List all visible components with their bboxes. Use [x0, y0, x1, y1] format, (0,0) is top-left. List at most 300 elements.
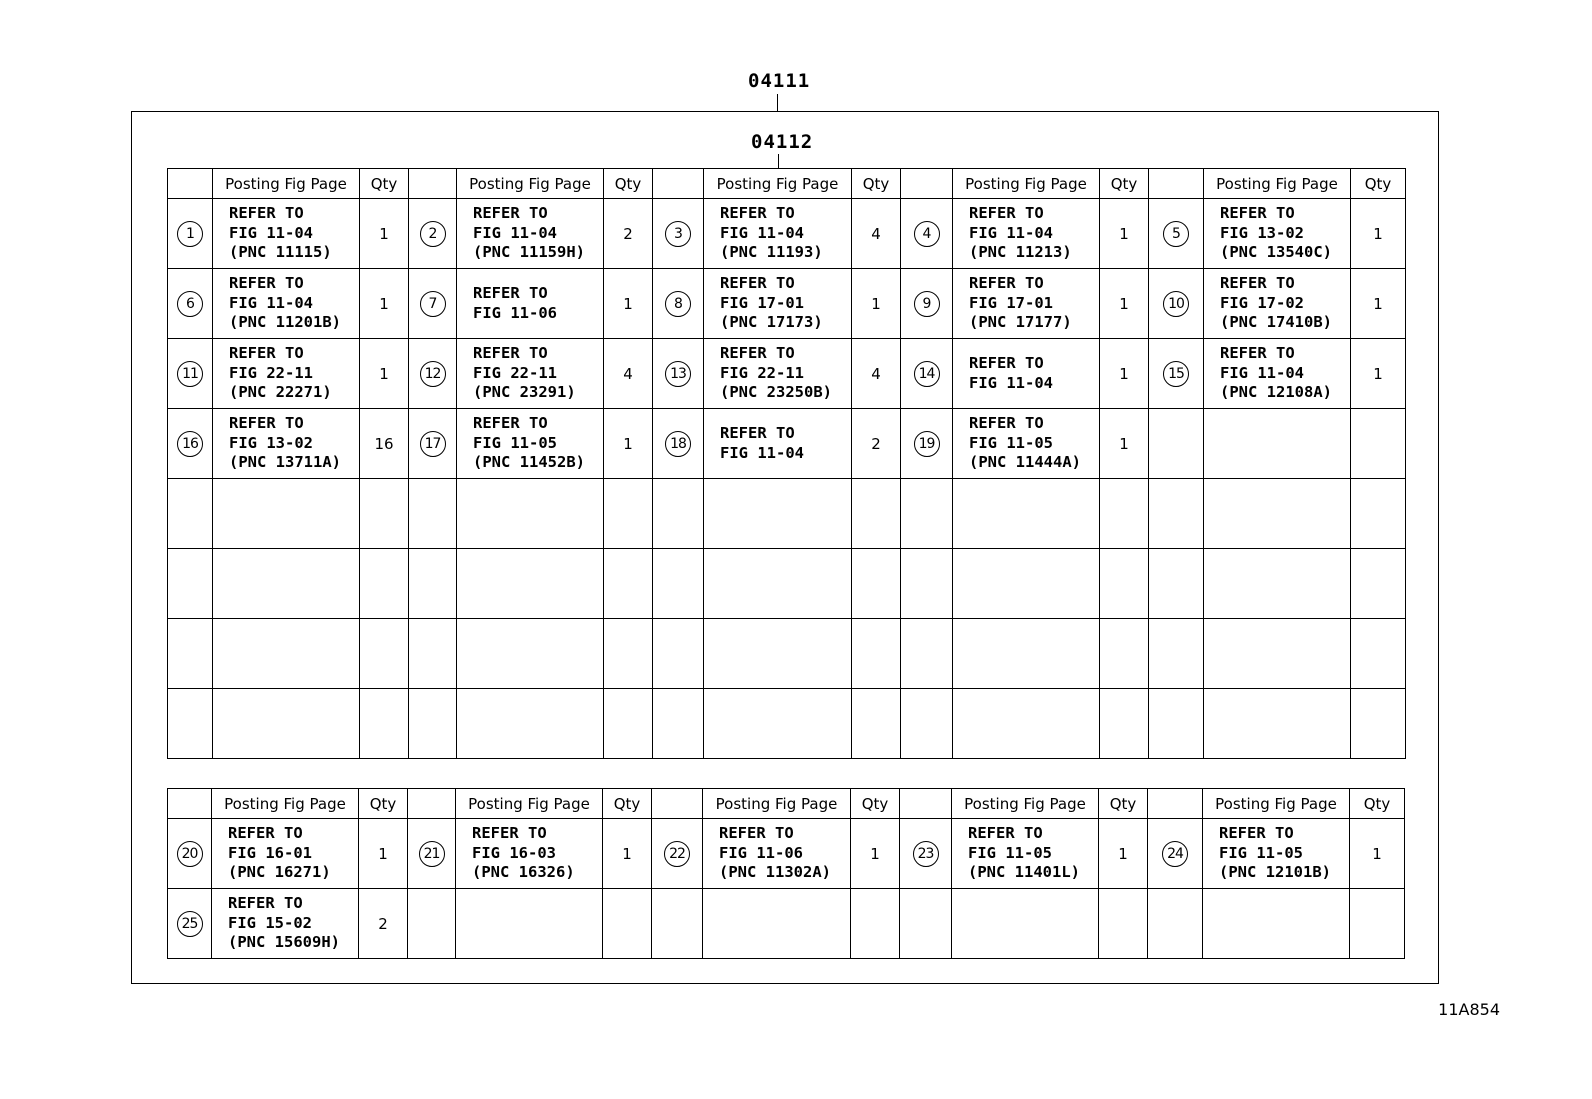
posting-line: (PNC 23250B) [720, 383, 832, 402]
header-qty: Qty [1099, 789, 1148, 819]
posting-cell [953, 339, 1100, 409]
posting-line: REFER TO [228, 894, 303, 913]
posting-line: REFER TO [1220, 274, 1295, 293]
posting-cell [704, 199, 852, 269]
posting-line: REFER TO [229, 204, 304, 223]
posting-cell [456, 819, 603, 889]
ref-number-circle: 12 [420, 361, 446, 387]
qty-cell: 16 [360, 409, 409, 479]
posting-reference [953, 414, 1099, 473]
qty-cell: 1 [359, 819, 408, 889]
posting-line: (PNC 11401L) [968, 863, 1080, 882]
posting-line: REFER TO [229, 414, 304, 433]
posting-line: REFER TO [473, 204, 548, 223]
ref-number-cell [168, 269, 213, 339]
leader-line-inner [778, 154, 779, 168]
posting-reference [457, 284, 603, 323]
posting-cell [1203, 819, 1350, 889]
header-qty: Qty [360, 169, 409, 199]
ref-number-circle: 11 [177, 361, 203, 387]
header-posting: Posting Fig Page [1203, 789, 1350, 819]
posting-line: FIG 15-02 [228, 913, 312, 932]
posting-line: (PNC 12101B) [1219, 863, 1331, 882]
table-row [168, 819, 1405, 889]
header-blank-cell [900, 789, 952, 819]
posting-cell [457, 199, 604, 269]
qty-cell [1351, 619, 1406, 689]
posting-line: (PNC 13711A) [229, 453, 341, 472]
posting-line: FIG 11-04 [969, 223, 1053, 242]
posting-line: FIG 16-01 [228, 843, 312, 862]
qty-cell: 2 [604, 199, 653, 269]
header-qty: Qty [852, 169, 901, 199]
ref-number-cell [168, 549, 213, 619]
qty-cell [604, 619, 653, 689]
qty-cell: 4 [604, 339, 653, 409]
qty-cell [1100, 479, 1149, 549]
posting-line: FIG 22-11 [473, 363, 557, 382]
posting-cell [213, 479, 360, 549]
posting-line: REFER TO [720, 424, 795, 442]
ref-number-cell [901, 479, 953, 549]
posting-cell [1204, 339, 1351, 409]
ref-number-cell [168, 689, 213, 759]
qty-cell [360, 619, 409, 689]
posting-line: (PNC 16326) [472, 863, 575, 882]
posting-reference [213, 274, 359, 333]
ref-number-cell [652, 889, 703, 959]
qty-cell: 1 [1350, 819, 1405, 889]
ref-number-circle: 22 [664, 841, 690, 867]
posting-line: FIG 13-02 [229, 433, 313, 452]
posting-cell [703, 889, 851, 959]
posting-reference [456, 824, 602, 883]
qty-cell [1100, 689, 1149, 759]
qty-cell: 1 [1100, 269, 1149, 339]
qty-cell [1351, 479, 1406, 549]
posting-line: FIG 22-11 [229, 363, 313, 382]
posting-line: (PNC 11159H) [473, 243, 585, 262]
ref-number-cell [1149, 549, 1204, 619]
posting-line: REFER TO [969, 204, 1044, 223]
qty-cell: 1 [360, 339, 409, 409]
ref-number-cell [168, 889, 212, 959]
posting-cell [704, 269, 852, 339]
ref-number-cell [1149, 619, 1204, 689]
posting-cell [457, 339, 604, 409]
posting-cell [457, 409, 604, 479]
posting-line: (PNC 17410B) [1220, 313, 1332, 332]
header-blank-cell [653, 169, 704, 199]
qty-cell [1099, 889, 1148, 959]
assembly-code-outer: 04111 [748, 70, 811, 92]
posting-line: FIG 11-05 [1219, 843, 1303, 862]
qty-cell: 1 [360, 199, 409, 269]
qty-cell [1351, 689, 1406, 759]
qty-cell [360, 549, 409, 619]
posting-reference [704, 204, 851, 263]
qty-cell: 1 [1100, 409, 1149, 479]
header-blank-cell [1148, 789, 1203, 819]
qty-cell [604, 689, 653, 759]
ref-number-circle: 13 [665, 361, 691, 387]
posting-line: REFER TO [473, 284, 548, 302]
ref-number-circle: 17 [420, 431, 446, 457]
ref-number-cell [409, 479, 457, 549]
posting-reference [213, 414, 359, 473]
posting-line: REFER TO [720, 204, 795, 223]
table-row [168, 269, 1406, 339]
qty-cell: 2 [852, 409, 901, 479]
posting-line: REFER TO [1219, 824, 1294, 843]
table-row [168, 409, 1406, 479]
table-row [168, 689, 1406, 759]
posting-cell [212, 819, 359, 889]
posting-line: (PNC 11444A) [969, 453, 1081, 472]
posting-line: FIG 11-04 [720, 223, 804, 242]
ref-number-cell [653, 549, 704, 619]
qty-cell [851, 889, 900, 959]
posting-cell [457, 689, 604, 759]
posting-cell [953, 549, 1100, 619]
header-blank-cell [168, 169, 213, 199]
posting-line: FIG 11-05 [473, 433, 557, 452]
ref-number-circle: 9 [914, 291, 940, 317]
qty-cell [1350, 889, 1405, 959]
posting-line: FIG 11-04 [1220, 363, 1304, 382]
ref-number-cell [409, 199, 457, 269]
ref-number-cell [168, 339, 213, 409]
posting-line: FIG 17-02 [1220, 293, 1304, 312]
posting-line: FIG 13-02 [1220, 223, 1304, 242]
ref-number-cell [168, 819, 212, 889]
posting-cell [213, 409, 360, 479]
ref-number-cell [409, 619, 457, 689]
qty-cell: 1 [852, 269, 901, 339]
header-qty: Qty [1350, 789, 1405, 819]
ref-number-cell [900, 889, 952, 959]
posting-line: (PNC 11193) [720, 243, 823, 262]
posting-cell [953, 269, 1100, 339]
header-posting: Posting Fig Page [952, 789, 1099, 819]
leader-line-outer [777, 94, 778, 112]
header-posting: Posting Fig Page [212, 789, 359, 819]
posting-line: REFER TO [229, 344, 304, 363]
ref-number-cell [653, 689, 704, 759]
qty-cell: 4 [852, 199, 901, 269]
posting-line: FIG 11-06 [719, 843, 803, 862]
posting-line: FIG 17-01 [720, 293, 804, 312]
posting-line: REFER TO [473, 344, 548, 363]
ref-number-cell [653, 269, 704, 339]
posting-line: (PNC 11302A) [719, 863, 831, 882]
posting-cell [213, 619, 360, 689]
posting-line: FIG 11-04 [229, 223, 313, 242]
qty-cell [852, 549, 901, 619]
posting-cell [704, 549, 852, 619]
ref-number-cell [901, 199, 953, 269]
ref-number-cell [408, 889, 456, 959]
posting-cell [457, 549, 604, 619]
qty-cell [852, 689, 901, 759]
table-row [168, 619, 1406, 689]
qty-cell [360, 689, 409, 759]
ref-number-cell [653, 339, 704, 409]
posting-line: REFER TO [473, 414, 548, 433]
ref-number-cell [653, 479, 704, 549]
ref-number-cell [901, 269, 953, 339]
ref-number-cell [653, 409, 704, 479]
posting-line: (PNC 11213) [969, 243, 1072, 262]
qty-cell: 1 [360, 269, 409, 339]
posting-cell [1204, 199, 1351, 269]
posting-line: REFER TO [720, 344, 795, 363]
ref-number-cell [652, 819, 703, 889]
ref-number-circle: 18 [665, 431, 691, 457]
posting-line: FIG 11-04 [720, 443, 804, 462]
posting-cell [704, 409, 852, 479]
posting-line: (PNC 12108A) [1220, 383, 1332, 402]
qty-cell [603, 889, 652, 959]
ref-number-cell [900, 819, 952, 889]
ref-number-circle: 2 [420, 221, 446, 247]
qty-cell [1100, 619, 1149, 689]
posting-cell [456, 889, 603, 959]
posting-reference [1204, 274, 1350, 333]
ref-number-circle: 5 [1163, 221, 1189, 247]
posting-reference [457, 414, 603, 473]
posting-line: REFER TO [1220, 204, 1295, 223]
parts-table-secondary [167, 788, 1405, 959]
posting-cell [953, 199, 1100, 269]
posting-line: FIG 22-11 [720, 363, 804, 382]
parts-table-main [167, 168, 1406, 759]
header-posting: Posting Fig Page [456, 789, 603, 819]
posting-cell [703, 819, 851, 889]
header-qty: Qty [603, 789, 652, 819]
qty-cell: 1 [1100, 339, 1149, 409]
posting-line: (PNC 13540C) [1220, 243, 1332, 262]
ref-number-circle: 25 [177, 911, 203, 937]
qty-cell: 1 [1099, 819, 1148, 889]
posting-reference [703, 824, 850, 883]
ref-number-cell [168, 199, 213, 269]
ref-number-circle: 15 [1163, 361, 1189, 387]
qty-cell: 2 [359, 889, 408, 959]
posting-line: REFER TO [472, 824, 547, 843]
ref-number-cell [1149, 199, 1204, 269]
qty-cell: 1 [851, 819, 900, 889]
header-posting: Posting Fig Page [213, 169, 360, 199]
qty-cell: 1 [603, 819, 652, 889]
posting-cell [1203, 889, 1350, 959]
table-row [168, 339, 1406, 409]
posting-line: (PNC 11452B) [473, 453, 585, 472]
ref-number-cell [1148, 819, 1203, 889]
header-qty: Qty [851, 789, 900, 819]
ref-number-circle: 14 [914, 361, 940, 387]
posting-cell [213, 199, 360, 269]
ref-number-cell [168, 409, 213, 479]
ref-number-circle: 23 [913, 841, 939, 867]
qty-cell [852, 619, 901, 689]
posting-line: REFER TO [228, 824, 303, 843]
ref-number-circle: 20 [177, 841, 203, 867]
posting-reference [704, 424, 851, 463]
table-row [168, 889, 1405, 959]
header-blank-cell [168, 789, 212, 819]
header-row [168, 789, 1405, 819]
posting-line: (PNC 11115) [229, 243, 332, 262]
posting-cell [704, 479, 852, 549]
posting-cell [1204, 549, 1351, 619]
ref-number-cell [409, 689, 457, 759]
posting-line: FIG 11-04 [229, 293, 313, 312]
posting-line: FIG 11-04 [473, 223, 557, 242]
qty-cell: 1 [604, 409, 653, 479]
ref-number-circle: 21 [419, 841, 445, 867]
qty-cell: 4 [852, 339, 901, 409]
ref-number-cell [901, 689, 953, 759]
ref-number-circle: 3 [665, 221, 691, 247]
ref-number-cell [1149, 409, 1204, 479]
posting-line: FIG 11-05 [969, 433, 1053, 452]
posting-cell [213, 269, 360, 339]
ref-number-cell [901, 549, 953, 619]
ref-number-cell [168, 619, 213, 689]
posting-cell [952, 819, 1099, 889]
posting-line: FIG 11-06 [473, 303, 557, 322]
posting-cell [212, 889, 359, 959]
header-posting: Posting Fig Page [457, 169, 604, 199]
posting-cell [1204, 269, 1351, 339]
header-blank-cell [409, 169, 457, 199]
ref-number-cell [168, 479, 213, 549]
header-blank-cell [408, 789, 456, 819]
posting-cell [1204, 619, 1351, 689]
posting-reference [457, 204, 603, 263]
posting-cell [1204, 479, 1351, 549]
posting-reference [1203, 824, 1349, 883]
posting-line: REFER TO [969, 414, 1044, 433]
ref-number-cell [409, 269, 457, 339]
ref-number-cell [1149, 479, 1204, 549]
posting-line: (PNC 23291) [473, 383, 576, 402]
ref-number-circle: 8 [665, 291, 691, 317]
posting-reference [212, 824, 358, 883]
posting-cell [953, 479, 1100, 549]
header-blank-cell [1149, 169, 1204, 199]
posting-reference [952, 824, 1098, 883]
ref-number-circle: 1 [177, 221, 203, 247]
posting-cell [704, 689, 852, 759]
posting-cell [1204, 689, 1351, 759]
posting-reference [1204, 344, 1350, 403]
header-posting: Posting Fig Page [1204, 169, 1351, 199]
posting-line: (PNC 22271) [229, 383, 332, 402]
qty-cell: 1 [1351, 269, 1406, 339]
qty-cell [604, 549, 653, 619]
posting-line: REFER TO [1220, 344, 1295, 363]
posting-line: FIG 11-04 [969, 373, 1053, 392]
posting-cell [457, 269, 604, 339]
posting-reference [212, 894, 358, 953]
posting-cell [213, 339, 360, 409]
table-row [168, 549, 1406, 619]
posting-line: REFER TO [969, 274, 1044, 293]
posting-cell [213, 549, 360, 619]
posting-cell [213, 689, 360, 759]
ref-number-cell [901, 339, 953, 409]
ref-number-cell [1149, 689, 1204, 759]
posting-reference [704, 344, 851, 403]
qty-cell [1351, 549, 1406, 619]
header-blank-cell [901, 169, 953, 199]
posting-reference [213, 204, 359, 263]
ref-number-cell [409, 409, 457, 479]
ref-number-circle: 19 [914, 431, 940, 457]
qty-cell: 1 [1351, 339, 1406, 409]
posting-reference [457, 344, 603, 403]
posting-reference [213, 344, 359, 403]
ref-number-circle: 10 [1163, 291, 1189, 317]
header-posting: Posting Fig Page [704, 169, 852, 199]
posting-reference [953, 204, 1099, 263]
header-row [168, 169, 1406, 199]
posting-cell [952, 889, 1099, 959]
posting-line: REFER TO [969, 354, 1044, 372]
posting-line: REFER TO [720, 274, 795, 293]
ref-number-cell [409, 549, 457, 619]
ref-number-circle: 6 [177, 291, 203, 317]
ref-number-circle: 24 [1162, 841, 1188, 867]
ref-number-cell [653, 619, 704, 689]
posting-line: (PNC 15609H) [228, 933, 340, 952]
qty-cell [852, 479, 901, 549]
posting-cell [704, 619, 852, 689]
posting-cell [457, 479, 604, 549]
header-qty: Qty [1100, 169, 1149, 199]
posting-reference [1204, 204, 1350, 263]
header-posting: Posting Fig Page [953, 169, 1100, 199]
posting-line: FIG 11-05 [968, 843, 1052, 862]
qty-cell: 1 [1351, 199, 1406, 269]
posting-cell [953, 689, 1100, 759]
header-qty: Qty [359, 789, 408, 819]
ref-number-cell [1149, 339, 1204, 409]
ref-number-cell [408, 819, 456, 889]
assembly-code-inner: 04112 [751, 131, 814, 153]
header-qty: Qty [1351, 169, 1406, 199]
posting-line: (PNC 17177) [969, 313, 1072, 332]
ref-number-cell [1148, 889, 1203, 959]
header-qty: Qty [604, 169, 653, 199]
header-blank-cell [652, 789, 703, 819]
posting-line: REFER TO [968, 824, 1043, 843]
ref-number-circle: 16 [177, 431, 203, 457]
qty-cell [604, 479, 653, 549]
posting-line: (PNC 16271) [228, 863, 331, 882]
ref-number-cell [901, 409, 953, 479]
header-posting: Posting Fig Page [703, 789, 851, 819]
ref-number-cell [409, 339, 457, 409]
posting-reference [953, 274, 1099, 333]
qty-cell: 1 [604, 269, 653, 339]
posting-cell [953, 619, 1100, 689]
posting-line: FIG 17-01 [969, 293, 1053, 312]
qty-cell [360, 479, 409, 549]
posting-cell [704, 339, 852, 409]
